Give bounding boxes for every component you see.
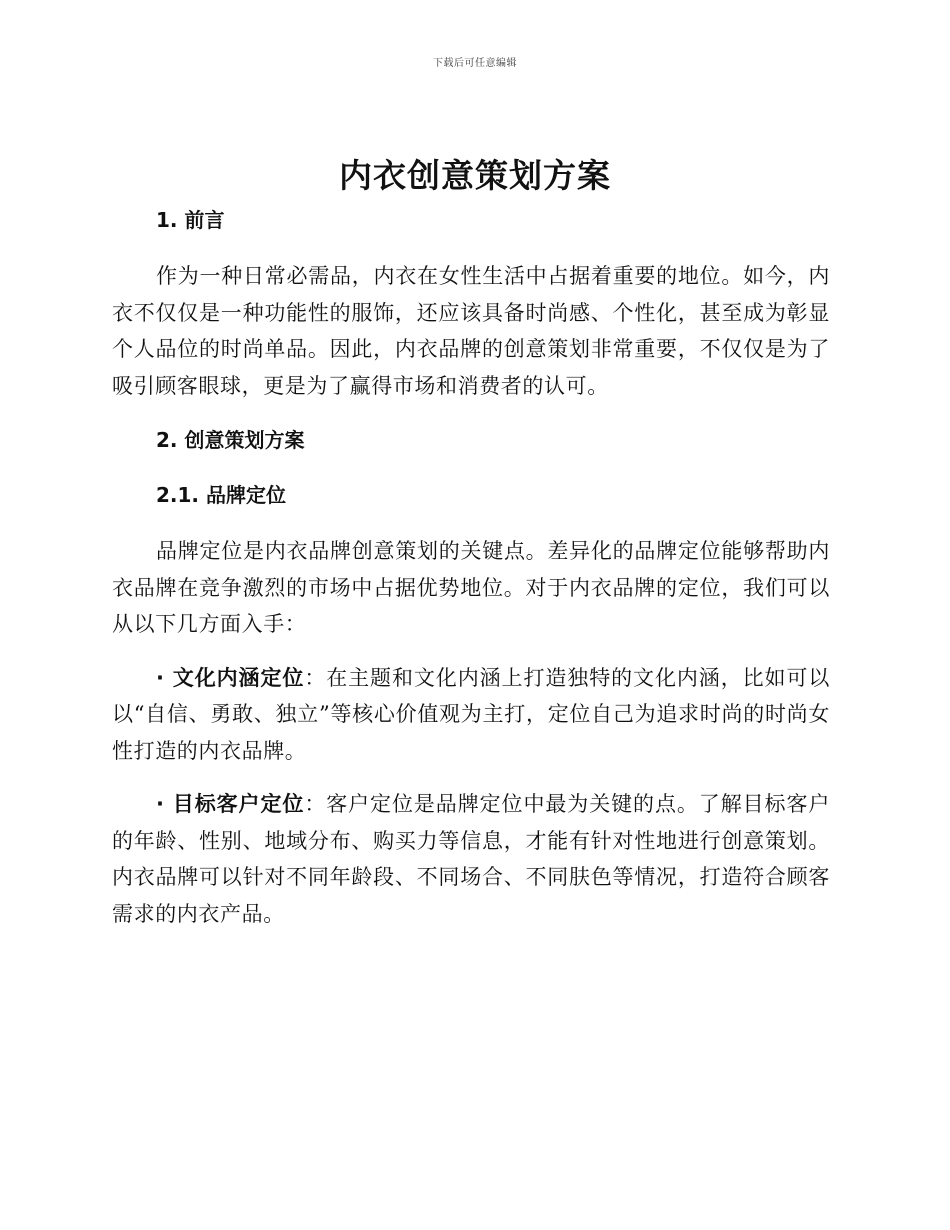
section-heading-plan: 2. 创意策划方案 <box>156 428 305 452</box>
list-item-culture <box>112 660 830 770</box>
header-note: 下载后可任意编辑 <box>433 58 517 69</box>
list-item-lead: · 文化内涵定位 <box>156 665 305 690</box>
document-body <box>112 203 830 932</box>
document-title: 内衣创意策划方案 <box>339 156 611 195</box>
brand-paragraph: 品牌定位是内衣品牌创意策划的关键点。差异化的品牌定位能够帮助内衣品牌在竞争激烈的市场中占据优势地位。对于内衣品牌的定位，我们可以从以下几方面入手： <box>112 539 830 636</box>
list-item-text: ：客户定位是品牌定位中最为关键的点。了解目标客户的年龄、性别、地域分布、购买力等信息，才能有针对性地进行创意策划。内衣品牌可以针对不同年龄段、不同场合、不同肤色等情况，打造符合顾客需求的内衣产品。 <box>112 792 830 926</box>
section-heading-brand: 2.1. 品牌定位 <box>156 483 286 507</box>
list-item-text: ：在主题和文化内涵上打造独特的文化内涵，比如可以以“自信、勇敢、独立”等核心价值观为主打，定位自己为追求时尚的时尚女性打造的内衣品牌。 <box>112 665 830 763</box>
list-item-target-customer <box>112 786 830 932</box>
intro-paragraph: 作为一种日常必需品，内衣在女性生活中占据着重要的地位。如今，内衣不仅仅是一种功能性的服饰，还应该具备时尚感、个性化，甚至成为彰显个人品位的时尚单品。因此，内衣品牌的创意策划非常重要，不仅仅是为了吸引顾客眼球，更是为了赢得市场和消费者的认可。 <box>112 264 830 398</box>
list-item-lead: · 目标客户定位 <box>156 792 305 816</box>
section-heading-intro: 1. 前言 <box>156 208 225 232</box>
